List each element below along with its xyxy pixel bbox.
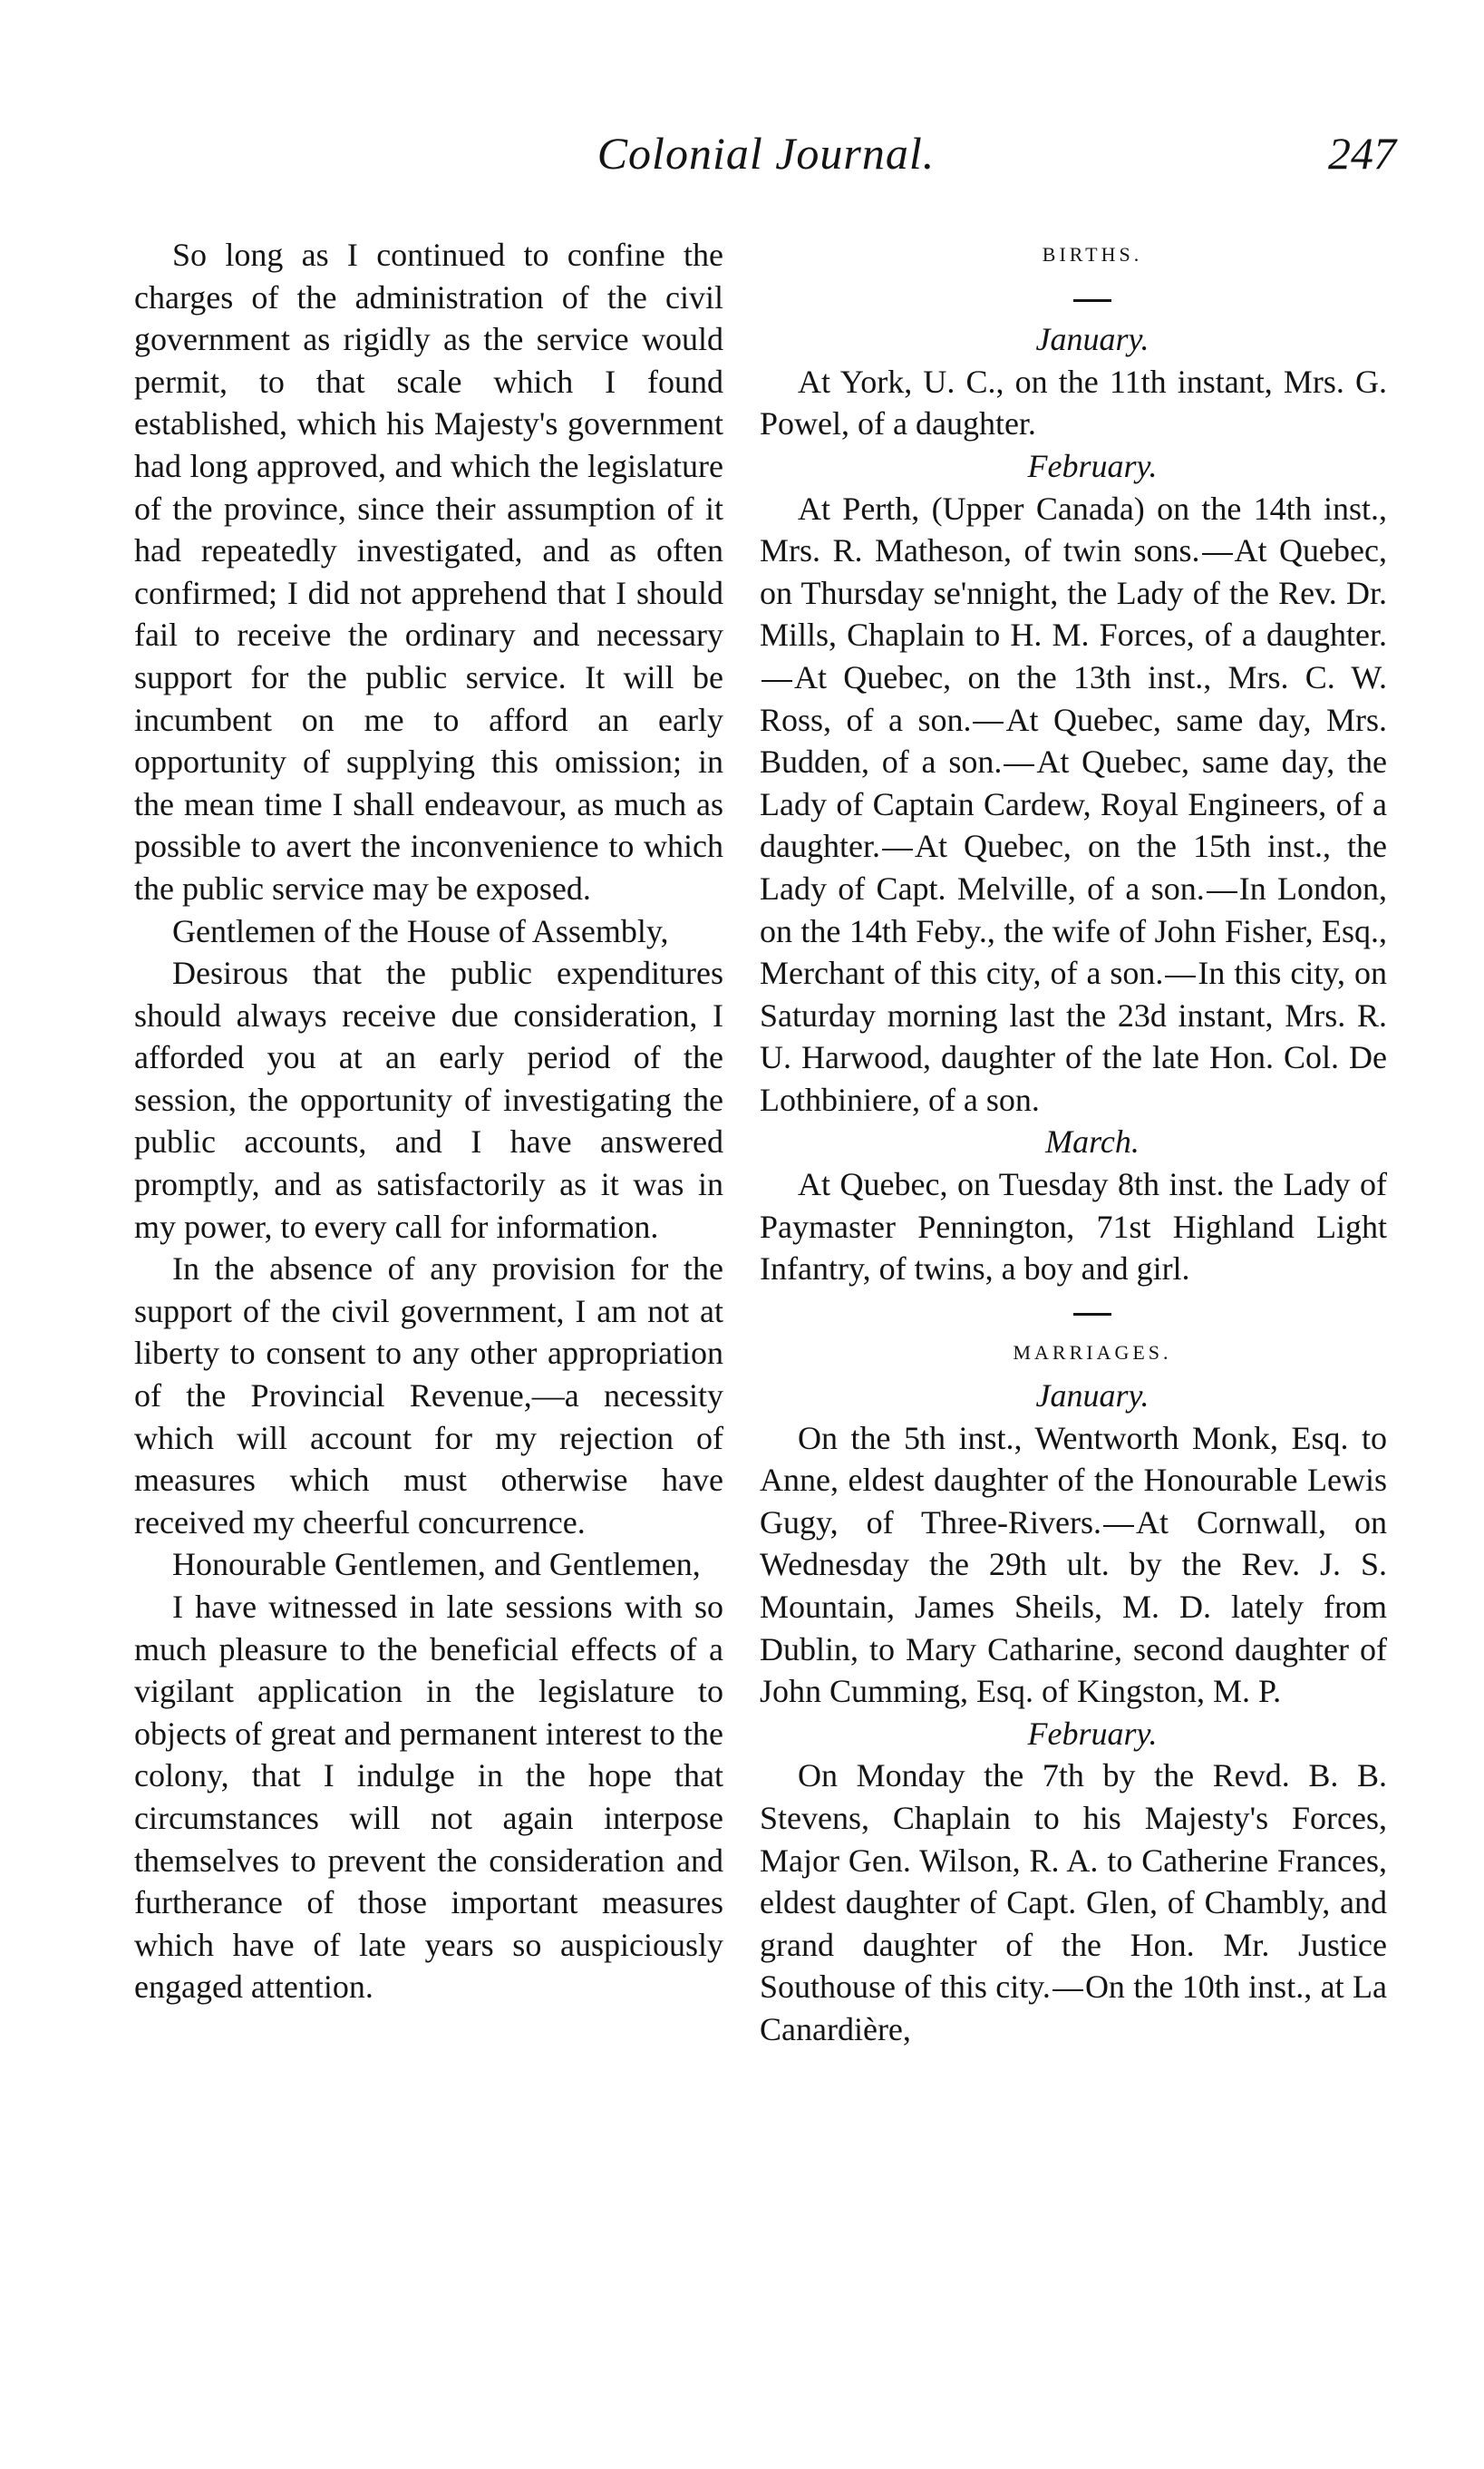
notice-entry: On the 10th inst., at La Canardière,: [760, 1968, 1387, 2047]
entry-separator: [973, 722, 1004, 724]
births-heading: BIRTHS.: [1042, 243, 1143, 266]
notice-entry: On Monday the 7th by the Revd. B. B. Stevens, Chaplain to his Majesty's Forces, Major Gen. Wilson, R. A. to Catherine Frances, eldest daughter of Capt. Glen, of Chambly, and grand daughter of the Hon. Mr. Justice Southouse of this city.: [760, 1757, 1387, 2006]
notice-entry: At Quebec, on the 15th inst., the Lady of Capt. Melville, of a son.: [760, 828, 1387, 907]
running-head: [136, 127, 1396, 181]
entry-separator: [1052, 1989, 1083, 1991]
address-salutation: Honourable Gentlemen, and Gentlemen,: [172, 1546, 701, 1583]
section-rule: [760, 277, 1387, 319]
notice-entry: On the 5th inst., Wentworth Monk, Esq. to Anne, eldest daughter of the Honourable Lewis Gugy, of Three-Rivers.: [760, 1419, 1387, 1541]
notice-entry: At Quebec, same day, Mrs. Budden, of a son.: [760, 701, 1387, 781]
entry-separator: [761, 680, 792, 682]
running-title: Colonial Journal.: [597, 128, 936, 179]
entry-separator: [1165, 976, 1196, 977]
address-paragraph: So long as I continued to confine the charges of the administration of the civil government as rigidly as the service would permit, to that scale which I found established, which his Majesty's government had long approved, and which the legislature of the province, since their assumption of it had repeatedly investigated, and as often confirmed; I did not apprehend that I should fail to receive the ordinary and necessary support for the public service. It will be incumbent on me to afford an early opportunity of supplying this omission; in the mean time I shall endeavour, as much as possible to avert the inconvenience to which the public service may be exposed.: [134, 237, 723, 907]
notice-entry: At Quebec, on Thursday se'nnight, the Lady of the Rev. Dr. Mills, Chaplain to H. M. Forces, of a daughter.: [760, 532, 1387, 654]
notice-entries: [760, 1417, 1387, 1713]
address-salutation: Gentlemen of the House of Assembly,: [172, 912, 669, 949]
notice-entry: At Quebec, on Tuesday 8th inst. the Lady of Paymaster Pennington, 71st Highland Light Infantry, of twins, a boy and girl.: [760, 1166, 1387, 1288]
notice-entry: In London, on the 14th Feby., the wife of John Fisher, Esq., Merchant of this city, of a son.: [760, 870, 1387, 992]
entry-separator: [882, 849, 913, 851]
month-heading: February.: [1027, 447, 1158, 484]
notice-entries: [760, 1755, 1387, 2050]
notice-entry: At Perth, (Upper Canada) on the 14th inst., Mrs. R. Matheson, of twin sons.: [760, 490, 1387, 569]
entry-separator: [1202, 553, 1233, 555]
entry-separator: [1004, 764, 1034, 766]
month-heading: March.: [1045, 1123, 1140, 1161]
month-heading: January.: [1035, 1377, 1149, 1414]
page-number: 247: [1328, 128, 1396, 179]
marriages-heading: MARRIAGES.: [1013, 1341, 1172, 1365]
entry-separator: [1207, 891, 1237, 893]
notice-entry: At Cornwall, on Wednesday the 29th ult. by the Rev. J. S. Mountain, James Sheils, M. D. lately from Dublin, to Mary Catharine, second daughter of John Cumming, Esq. of Kingston, M. P.: [760, 1503, 1387, 1710]
month-heading: February.: [1027, 1715, 1158, 1752]
left-column: [134, 234, 723, 2008]
notice-entries: [760, 488, 1387, 1122]
address-paragraph: Desirous that the public expenditures should always receive due consideration, I afforded you at an early period of the session, the opportunity of investigating the public accounts, and I have answered promptly, and as satisfactorily as it was in my power, to every call for information.: [134, 955, 723, 1245]
month-heading: January.: [1035, 321, 1149, 358]
notice-entry: At York, U. C., on the 11th instant, Mrs. G. Powel, of a daughter.: [760, 363, 1387, 442]
section-rule: [760, 1290, 1387, 1333]
right-column: [760, 234, 1387, 2051]
notice-entry: At Quebec, on the 13th inst., Mrs. C. W. Ross, of a son.: [760, 658, 1387, 738]
notice-entry: In this city, on Saturday morning last the 23d instant, Mrs. R. U. Harwood, daughter of the late Hon. Col. De Lothbiniere, of a son.: [760, 955, 1387, 1118]
address-paragraph: I have witnessed in late sessions with so much pleasure to the beneficial effects of a vigilant application in the legislature to objects of great and permanent interest to the colony, that I indulge in the hope that circumstances will not again interpose themselves to prevent the consideration and furtherance of those important measures which have of late years so auspiciously engaged attention.: [134, 1589, 723, 2006]
address-paragraph: In the absence of any provision for the support of the civil government, I am not at liberty to consent to any other appropriation of the Provincial Revenue,—a necessity which will account for my rejection of measures which must otherwise have received my cheerful concurrence.: [134, 1250, 723, 1541]
entry-separator: [1103, 1525, 1134, 1527]
notice-entry: At Quebec, same day, the Lady of Captain Cardew, Royal Engineers, of a daughter.: [760, 744, 1387, 865]
